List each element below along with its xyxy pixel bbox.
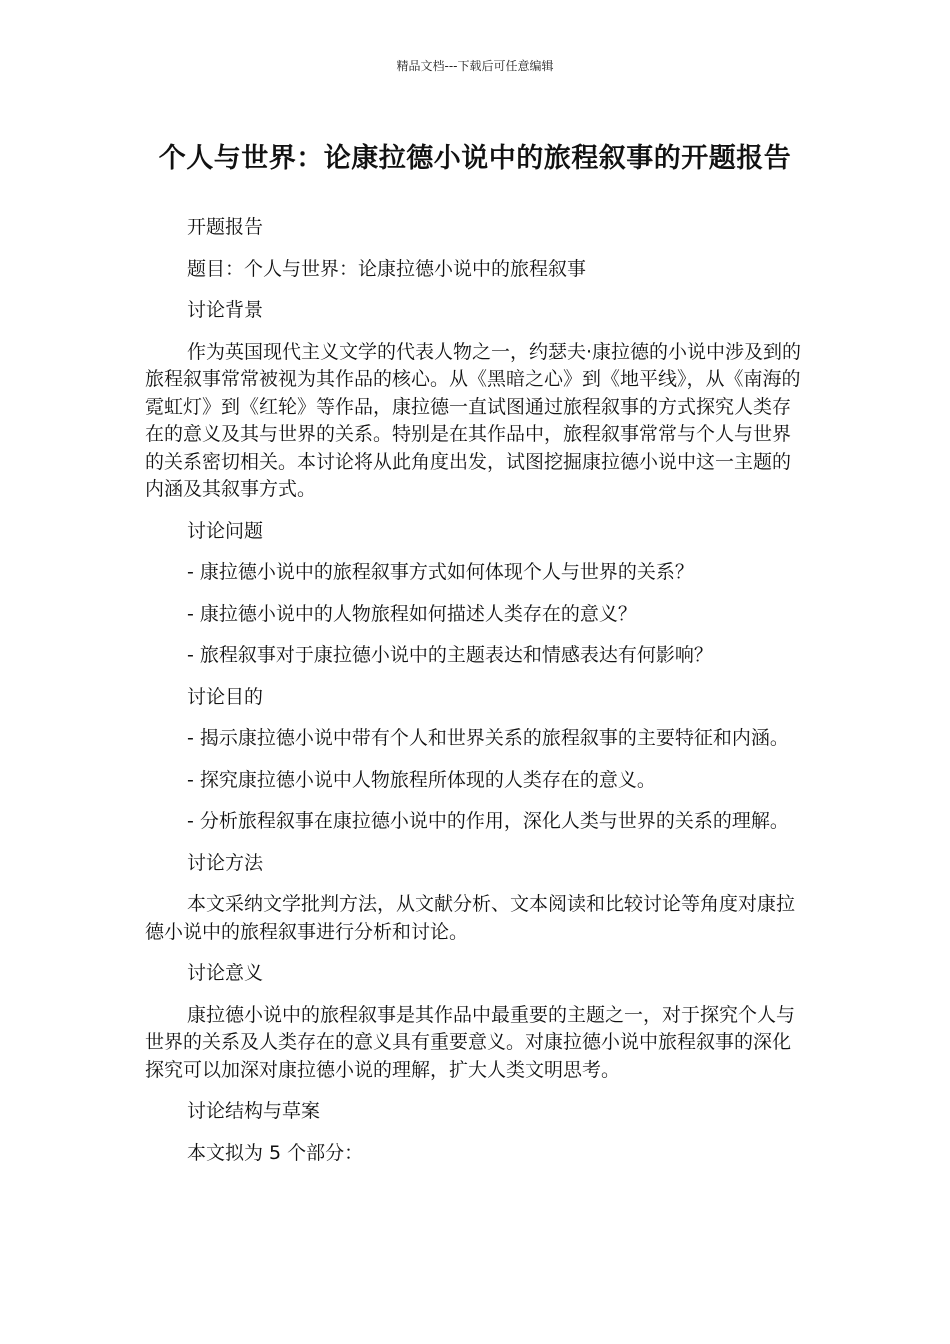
section-heading-structure: 讨论结构与草案: [187, 1100, 321, 1122]
method-paragraph: 本文采纳文学批判方法，从文献分析、文本阅读和比较讨论等角度对康拉德小说中的旅程叙事进行分析和讨论。: [145, 893, 796, 943]
background-paragraph: 作为英国现代主义文学的代表人物之一，约瑟夫·康拉德的小说中涉及到的旅程叙事常常被视为其作品的核心。从《黑暗之心》到《地平线》，从《南海的霓虹灯》到《红轮》等作品，康拉德一直试图通过旅程叙事的方式探究人类存在的意义及其与世界的关系。特别是在其作品中，旅程叙事常常与个人与世界的关系密切相关。本讨论将从此角度出发，试图挖掘康拉德小说中这一主题的内涵及其叙事方式。: [145, 340, 802, 500]
structure-paragraph: 本文拟为 5 个部分：: [187, 1141, 364, 1164]
section-heading-questions: 讨论问题: [187, 519, 264, 542]
question-item: - 康拉德小说中的旅程叙事方式如何体现个人与世界的关系？: [187, 561, 694, 583]
purpose-item: - 揭示康拉德小说中带有个人和世界关系的旅程叙事的主要特征和内涵。: [187, 727, 789, 749]
significance-paragraph: 康拉德小说中的旅程叙事是其作品中最重要的主题之一，对于探究个人与世界的关系及人类存在的意义具有重要意义。对康拉德小说中旅程叙事的深化探究可以加深对康拉德小说的理解，扩大人类文明思考。: [145, 1003, 796, 1081]
question-item: - 旅程叙事对于康拉德小说中的主题表达和情感表达有何影响？: [187, 644, 713, 666]
question-item: - 康拉德小说中的人物旅程如何描述人类存在的意义？: [187, 602, 637, 625]
section-label: 开题报告: [187, 216, 264, 238]
section-heading-background: 讨论背景: [187, 299, 264, 321]
section-heading-method: 讨论方法: [187, 851, 264, 874]
page-header-note: 精品文档---下载后可任意编辑: [396, 59, 554, 73]
section-heading-significance: 讨论意义: [187, 962, 264, 984]
section-heading-purpose: 讨论目的: [187, 685, 264, 708]
topic-line: 题目：个人与世界：论康拉德小说中的旅程叙事: [187, 257, 587, 280]
document-title: 个人与世界：论康拉德小说中的旅程叙事的开题报告: [158, 143, 792, 174]
document-body: [145, 214, 809, 1181]
purpose-item: - 分析旅程叙事在康拉德小说中的作用，深化人类与世界的关系的理解。: [187, 810, 789, 832]
purpose-item: - 探究康拉德小说中人物旅程所体现的人类存在的意义。: [187, 768, 656, 791]
